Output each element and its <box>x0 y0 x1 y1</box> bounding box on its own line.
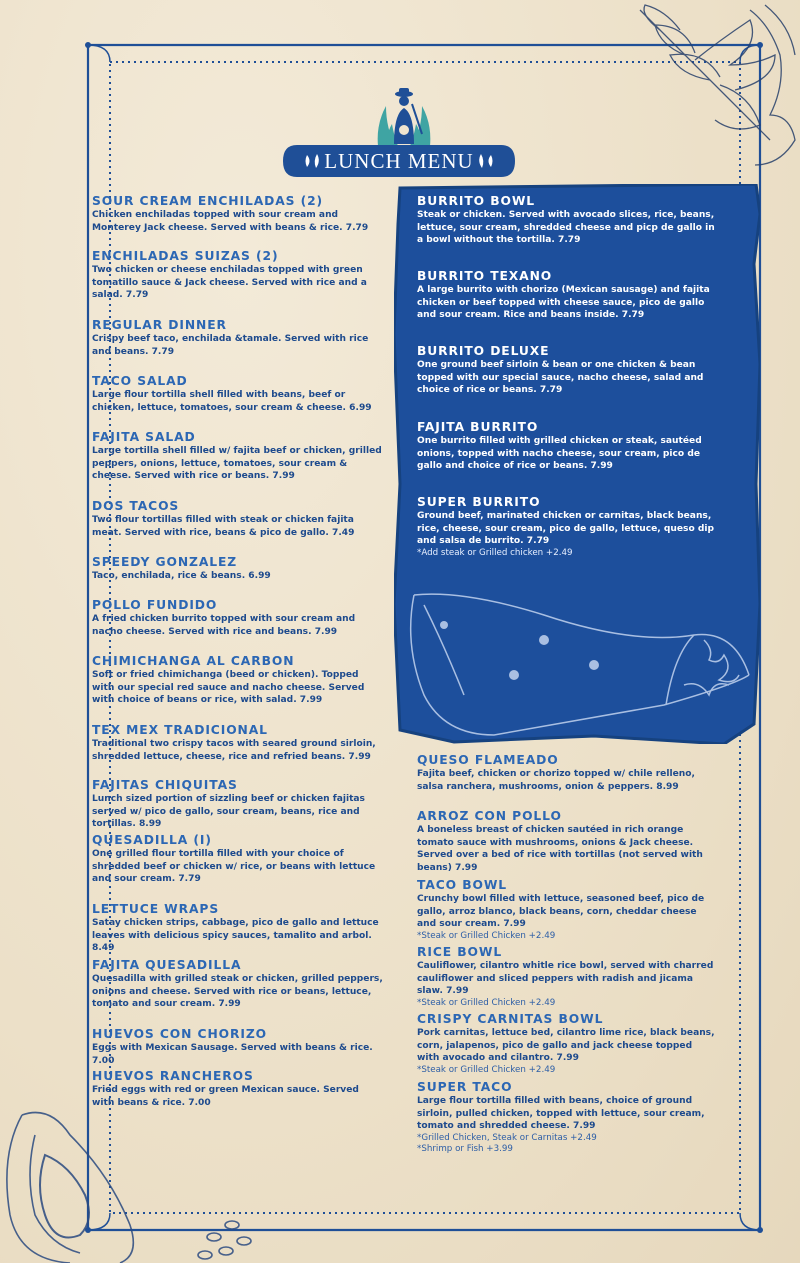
menu-item <box>92 598 384 654</box>
chef-agave-logo <box>372 84 436 148</box>
menu-item-title: CRISPY CARNITAS BOWL <box>417 1012 604 1026</box>
menu-item-description: Quesadilla with grilled steak or chicken, grilled peppers, onions and cheese. Served with rice or beans, lettuce, tomato and sour cream. 7.99 <box>92 974 383 1010</box>
menu-item <box>92 1069 384 1125</box>
menu-item-title: FAJITA BURRITO <box>417 420 539 434</box>
burrito-illustration <box>404 585 754 745</box>
menu-item <box>92 499 384 555</box>
menu-item-note: *Add steak or Grilled chicken +2.49 <box>417 547 573 558</box>
menu-item <box>417 809 717 878</box>
menu-item <box>92 958 384 1027</box>
menu-item <box>417 945 717 1012</box>
menu-item-title: HUEVOS RANCHEROS <box>92 1069 254 1083</box>
menu-item-title: HUEVOS CON CHORIZO <box>92 1027 268 1041</box>
right-menu-column <box>417 753 717 1156</box>
menu-item-title: FAJITA SALAD <box>92 430 196 444</box>
menu-item <box>92 555 384 598</box>
menu-item-title: TACO BOWL <box>417 878 508 892</box>
menu-item <box>92 778 384 833</box>
menu-item-description: Large flour tortilla shell filled with beans, beef or chicken, lettuce, tomatoes, sour cream & cheese. 6.99 <box>92 390 372 413</box>
menu-item-title: CHIMICHANGA AL CARBON <box>92 654 295 668</box>
menu-item-note: *Grilled Chicken, Steak or Carnitas +2.49 <box>417 1132 597 1143</box>
menu-item <box>92 1027 384 1069</box>
menu-item-description: Fajita beef, chicken or chorizo topped w/ chile relleno, salsa ranchera, mushrooms, onion & peppers. 8.99 <box>417 769 695 792</box>
menu-item-title: SPEEDY GONZALEZ <box>92 555 238 569</box>
left-menu-column <box>92 194 384 1125</box>
menu-item-description: Large flour tortilla filled with beans, choice of ground sirloin, pulled chicken, topped with lettuce, sour cream, tomato and shredded cheese. 7.99 <box>417 1096 705 1132</box>
menu-item <box>417 1012 717 1080</box>
menu-item-description: One ground beef sirloin & bean or one chicken & bean topped with our special sauce, nacho cheese, salad and choice of rice or beans. 7.79 <box>417 360 704 396</box>
menu-item-title: LETTUCE WRAPS <box>92 902 220 916</box>
menu-item-note: *Steak or Grilled Chicken +2.49 <box>417 997 556 1008</box>
menu-item-description: One grilled flour tortilla filled with your choice of shredded beef or chicken w/ rice, or beans with lettuce and sour cream. 7.79 <box>92 849 376 885</box>
menu-item-description: Pork carnitas, lettuce bed, cilantro lime rice, black beans, corn, jalapenos, pico de gallo and jack cheese topped with avocado and cilantro. 7.99 <box>417 1028 715 1064</box>
menu-item-description: Crispy beef taco, enchilada &tamale. Served with rice and beans. 7.79 <box>92 334 369 357</box>
menu-item-description: Eggs with Mexican Sausage. Served with beans & rice. 7.00 <box>92 1043 373 1066</box>
menu-item-note: *Steak or Grilled Chicken +2.49 <box>417 930 556 941</box>
menu-item-note: *Steak or Grilled Chicken +2.49 <box>417 1064 556 1075</box>
menu-item <box>92 833 384 902</box>
menu-item-title: ENCHILADAS SUIZAS (2) <box>92 249 279 263</box>
menu-item-description: Steak or chicken. Served with avocado slices, rice, beans, lettuce, sour cream, shredded cheese and picp de gallo in a bowl without the tortilla. 7.79 <box>417 210 715 246</box>
menu-item-description: A fried chicken burrito topped with sour cream and nacho cheese. Served with rice and beans. 7.99 <box>92 614 356 637</box>
menu-item <box>417 269 717 344</box>
menu-item <box>417 344 717 420</box>
menu-item <box>92 654 384 723</box>
burrito-section <box>417 194 717 559</box>
menu-item <box>92 902 384 958</box>
menu-item <box>92 374 384 430</box>
menu-item-title: TEX MEX TRADICIONAL <box>92 723 268 737</box>
menu-item-title: FAJITA QUESADILLA <box>92 958 242 972</box>
menu-item-description: Fried eggs with red or green Mexican sauce. Served with beans & rice. 7.00 <box>92 1085 359 1108</box>
menu-item <box>417 420 717 495</box>
menu-item-title: REGULAR DINNER <box>92 318 227 332</box>
menu-item-description: Taco, enchilada, rice & beans. 6.99 <box>92 571 271 581</box>
menu-item-title: BURRITO BOWL <box>417 194 536 208</box>
menu-item <box>92 194 384 249</box>
menu-item <box>92 318 384 374</box>
menu-item-title: SOUR CREAM ENCHILADAS (2) <box>92 194 324 208</box>
menu-item-title: POLLO FUNDIDO <box>92 598 218 612</box>
menu-item <box>417 878 717 945</box>
menu-item-title: RICE BOWL <box>417 945 503 959</box>
menu-item-title: TACO SALAD <box>92 374 188 388</box>
menu-item-description: Soft or fried chimichanga (beed or chicken). Topped with our special red sauce and nacho cheese. Served with choice of beans or rice, with salad. 7.99 <box>92 670 365 706</box>
menu-item-description: Ground beef, marinated chicken or carnitas, black beans, rice, cheese, sour cream, pico de gallo, lettuce, queso dip and salsa de burrito. 7.79 <box>417 511 715 547</box>
menu-item-description: Large tortilla shell filled w/ fajita beef or chicken, grilled peppers, onions, lettuce, tomatoes, sour cream & cheese. Served with rice or beans. 7.99 <box>92 446 382 482</box>
menu-item <box>92 723 384 778</box>
menu-item-description: Two chicken or cheese enchiladas topped with green tomatillo sauce & Jack cheese. Served with rice and a salad. 7.79 <box>92 265 367 301</box>
menu-item <box>417 495 717 559</box>
menu-item-description: Traditional two crispy tacos with seared ground sirloin, shredded lettuce, cheese, rice and refried beans. 7.99 <box>92 739 376 762</box>
menu-item <box>417 1080 717 1156</box>
menu-item <box>417 194 717 269</box>
menu-item <box>92 430 384 499</box>
menu-item-description: Satay chicken strips, cabbage, pico de gallo and lettuce leaves with delicious spicy sauces, tamalito and arbol. 8.49 <box>92 918 379 954</box>
menu-item <box>92 249 384 318</box>
menu-item-title: FAJITAS CHIQUITAS <box>92 778 238 792</box>
menu-item <box>417 753 717 809</box>
page-title: LUNCH MENU <box>324 148 474 173</box>
menu-item-title: ARROZ CON POLLO <box>417 809 562 823</box>
menu-item-title: SUPER BURRITO <box>417 495 541 509</box>
menu-item-title: QUESO FLAMEADO <box>417 753 559 767</box>
menu-item-description: Two flour tortillas filled with steak or chicken fajita meat. Served with rice, beans & pico de gallo. 7.49 <box>92 515 355 538</box>
menu-item-title: BURRITO DELUXE <box>417 344 550 358</box>
menu-item-description: Crunchy bowl filled with lettuce, seasoned beef, pico de gallo, arroz blanco, black beans, corn, cheddar cheese and sour cream. 7.99 <box>417 894 705 930</box>
menu-item-description: Lunch sized portion of sizzling beef or chicken fajitas served w/ pico de gallo, sour cream, beans, rice and tortillas. 8.99 <box>92 794 365 830</box>
menu-item-description: Chicken enchiladas topped with sour cream and Monterey Jack cheese. Served with beans & rice. 7.79 <box>92 210 369 233</box>
menu-item-note: *Shrimp or Fish +3.99 <box>417 1144 513 1155</box>
menu-item-title: SUPER TACO <box>417 1080 513 1094</box>
menu-item-description: A boneless breast of chicken sautéed in rich orange tomato sauce with mushrooms, onions & Jack cheese. Served over a bed of rice with tortillas (not served with beans) 7.99 <box>417 825 703 873</box>
menu-item-description: One burrito filled with grilled chicken or steak, sautéed onions, topped with nacho cheese, sour cream, pico de gallo and choice of rice or beans. 7.99 <box>417 436 702 472</box>
menu-item-description: A large burrito with chorizo (Mexican sausage) and fajita chicken or beef topped with cheese sauce, pico de gallo and sour cream. Rice and beans inside. 7.79 <box>417 285 710 321</box>
menu-item-title: DOS TACOS <box>92 499 180 513</box>
menu-item-title: BURRITO TEXANO <box>417 269 553 283</box>
cilantro-leaf-illustration <box>600 0 800 200</box>
menu-item-title: QUESADILLA (I) <box>92 833 212 847</box>
menu-item-description: Cauliflower, cilantro whitle rice bowl, served with charred cauliflower and sliced peppers with radish and jicama slaw. 7.99 <box>417 961 714 997</box>
